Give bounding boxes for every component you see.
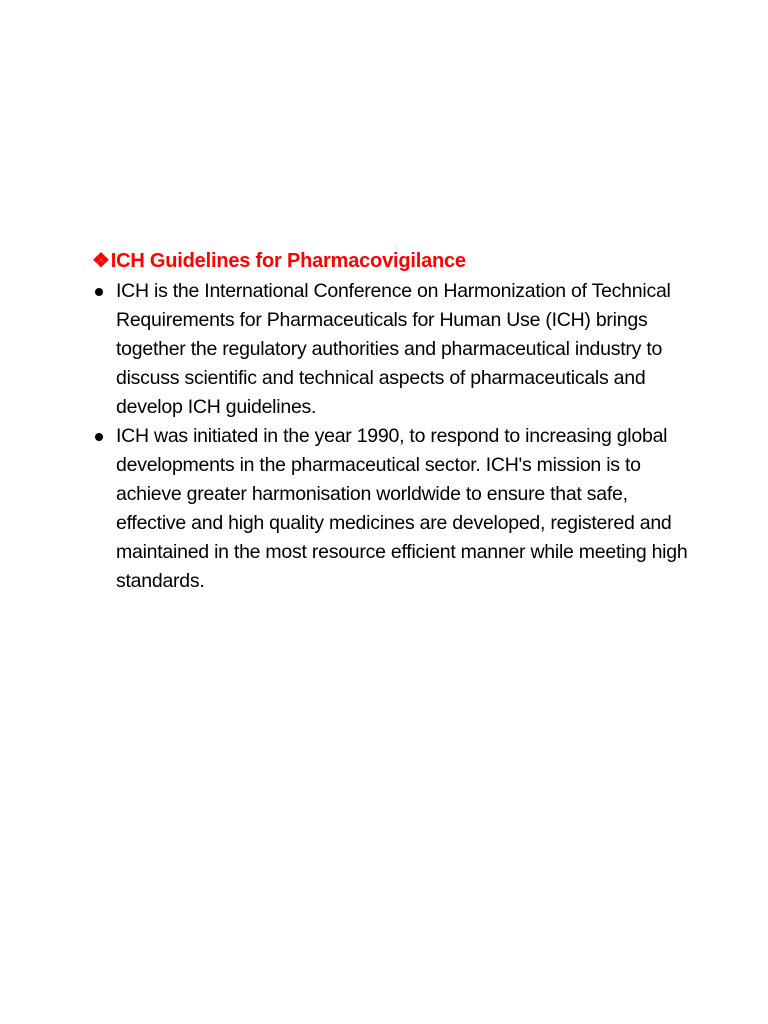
list-item xyxy=(92,422,692,596)
bullet-dot-icon xyxy=(95,433,103,441)
bullet-list xyxy=(92,277,692,596)
bullet-dot-icon xyxy=(95,288,103,296)
list-item xyxy=(92,277,692,422)
section-heading xyxy=(92,247,692,276)
slide-content xyxy=(92,247,692,596)
diamond-bullet-icon: ❖ xyxy=(92,250,110,272)
section-heading-text: ICH Guidelines for Pharmacovigilance xyxy=(110,250,466,272)
list-item-text: ICH is the International Conference on Harmonization of Technical Requirements for Pharmaceuticals for Human Use (ICH) brings together the regulatory authorities and pharmaceutical industry to discuss scientific and technical aspects of pharmaceuticals and develop ICH guidelines. xyxy=(116,280,671,418)
list-item-text: ICH was initiated in the year 1990, to respond to increasing global developments in the pharmaceutical sector. ICH's mission is to achieve greater harmonisation worldwide to ensure that safe, effective and high quality medicines are developed, registered and maintained in the most resource efficient manner while meeting high standards. xyxy=(116,425,688,592)
